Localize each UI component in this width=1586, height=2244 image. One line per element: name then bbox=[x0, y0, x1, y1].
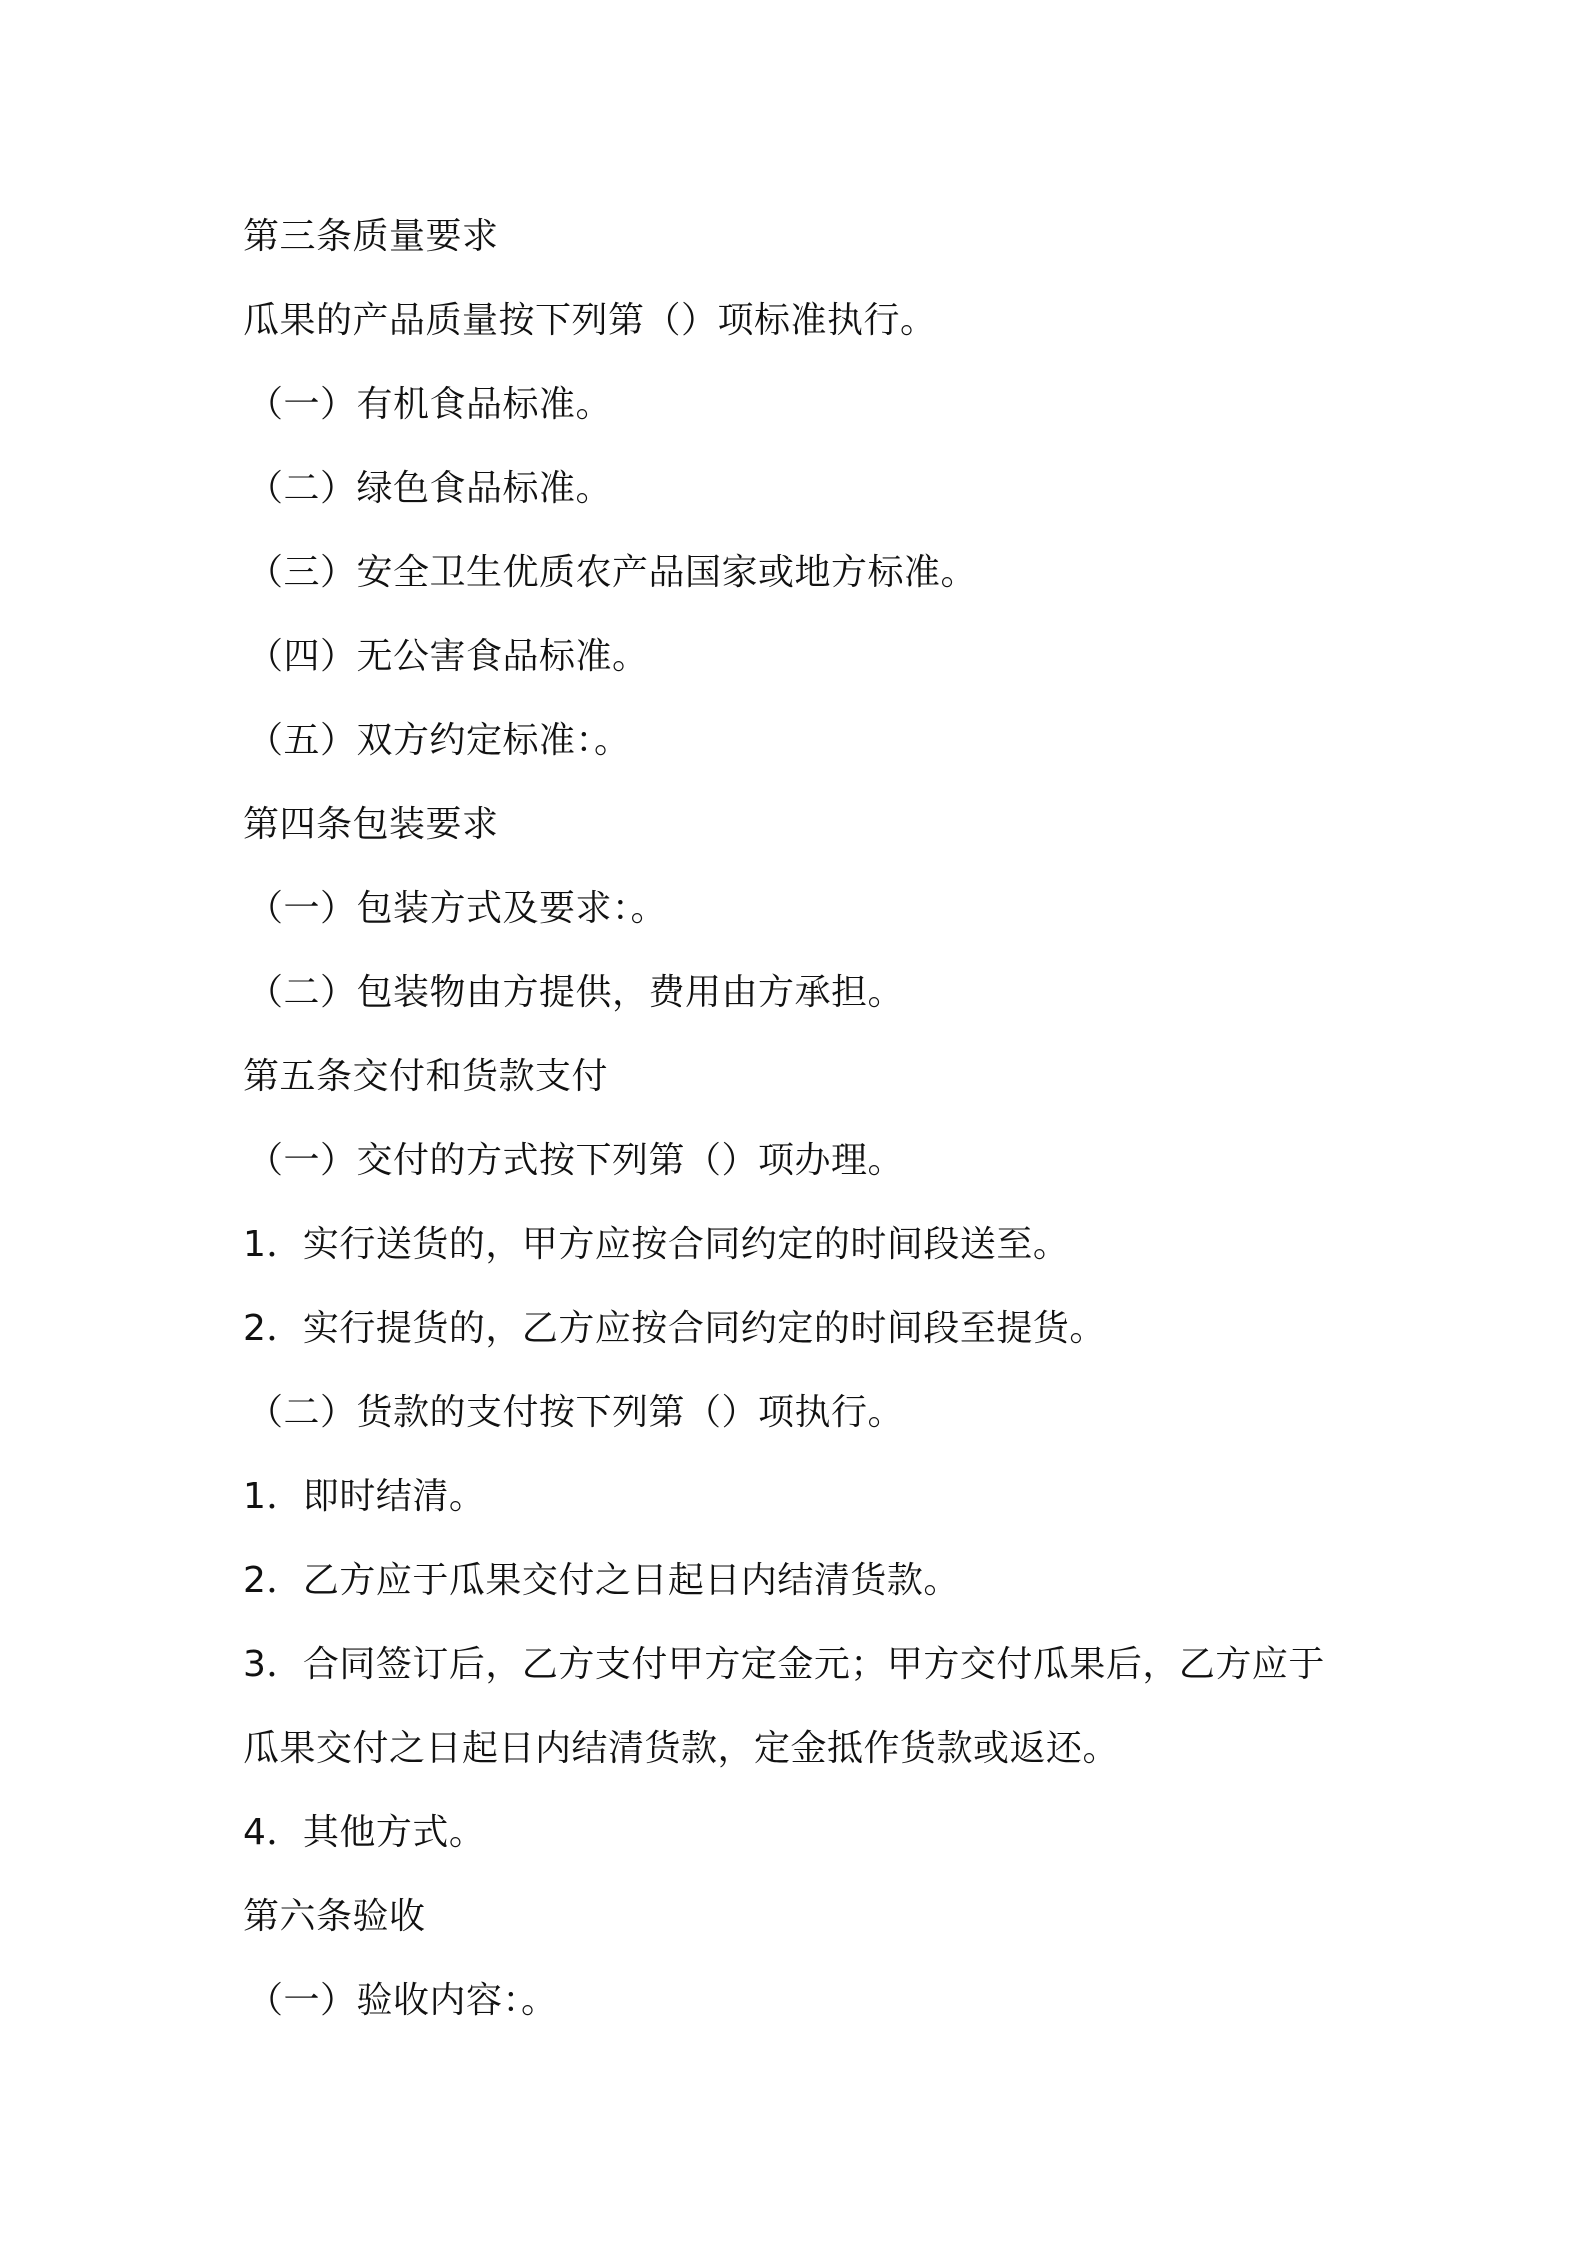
list-item-delivery-method: （一）交付的方式按下列第（）项办理。 bbox=[247, 1140, 905, 1181]
list-item-payment-1: 1．即时结清。 bbox=[243, 1476, 486, 1517]
paragraph-quality-standard: 瓜果的产品质量按下列第（）项标准执行。 bbox=[243, 300, 937, 341]
list-item-payment-3-continued: 瓜果交付之日起日内结清货款，定金抵作货款或返还。 bbox=[243, 1728, 1120, 1769]
list-item-pollution-free: （四）无公害食品标准。 bbox=[247, 636, 649, 677]
list-item-packaging-method: （一）包装方式及要求：。 bbox=[247, 888, 668, 929]
section-heading-article-4: 第四条包装要求 bbox=[243, 804, 499, 845]
list-item-agreed-standard: （五）双方约定标准：。 bbox=[247, 720, 631, 761]
section-heading-article-5: 第五条交付和货款支付 bbox=[243, 1056, 609, 1097]
list-item-inspection-content: （一）验收内容：。 bbox=[247, 1980, 558, 2021]
section-heading-article-3: 第三条质量要求 bbox=[243, 216, 499, 257]
list-item-packaging-supply: （二）包装物由方提供，费用由方承担。 bbox=[247, 972, 905, 1013]
section-heading-article-6: 第六条验收 bbox=[243, 1896, 426, 1937]
list-item-safety-standard: （三）安全卫生优质农产品国家或地方标准。 bbox=[247, 552, 978, 593]
list-item-organic-food: （一）有机食品标准。 bbox=[247, 384, 613, 425]
list-item-delivery-1: 1．实行送货的，甲方应按合同约定的时间段送至。 bbox=[243, 1224, 1070, 1265]
list-item-payment-3: 3．合同签订后，乙方支付甲方定金元；甲方交付瓜果后，乙方应于 bbox=[243, 1644, 1325, 1685]
list-item-payment-method: （二）货款的支付按下列第（）项执行。 bbox=[247, 1392, 905, 1433]
list-item-payment-2: 2．乙方应于瓜果交付之日起日内结清货款。 bbox=[243, 1560, 960, 1601]
list-item-delivery-2: 2．实行提货的，乙方应按合同约定的时间段至提货。 bbox=[243, 1308, 1106, 1349]
document-body bbox=[243, 195, 1403, 2043]
list-item-green-food: （二）绿色食品标准。 bbox=[247, 468, 613, 509]
list-item-payment-4: 4．其他方式。 bbox=[243, 1812, 486, 1853]
